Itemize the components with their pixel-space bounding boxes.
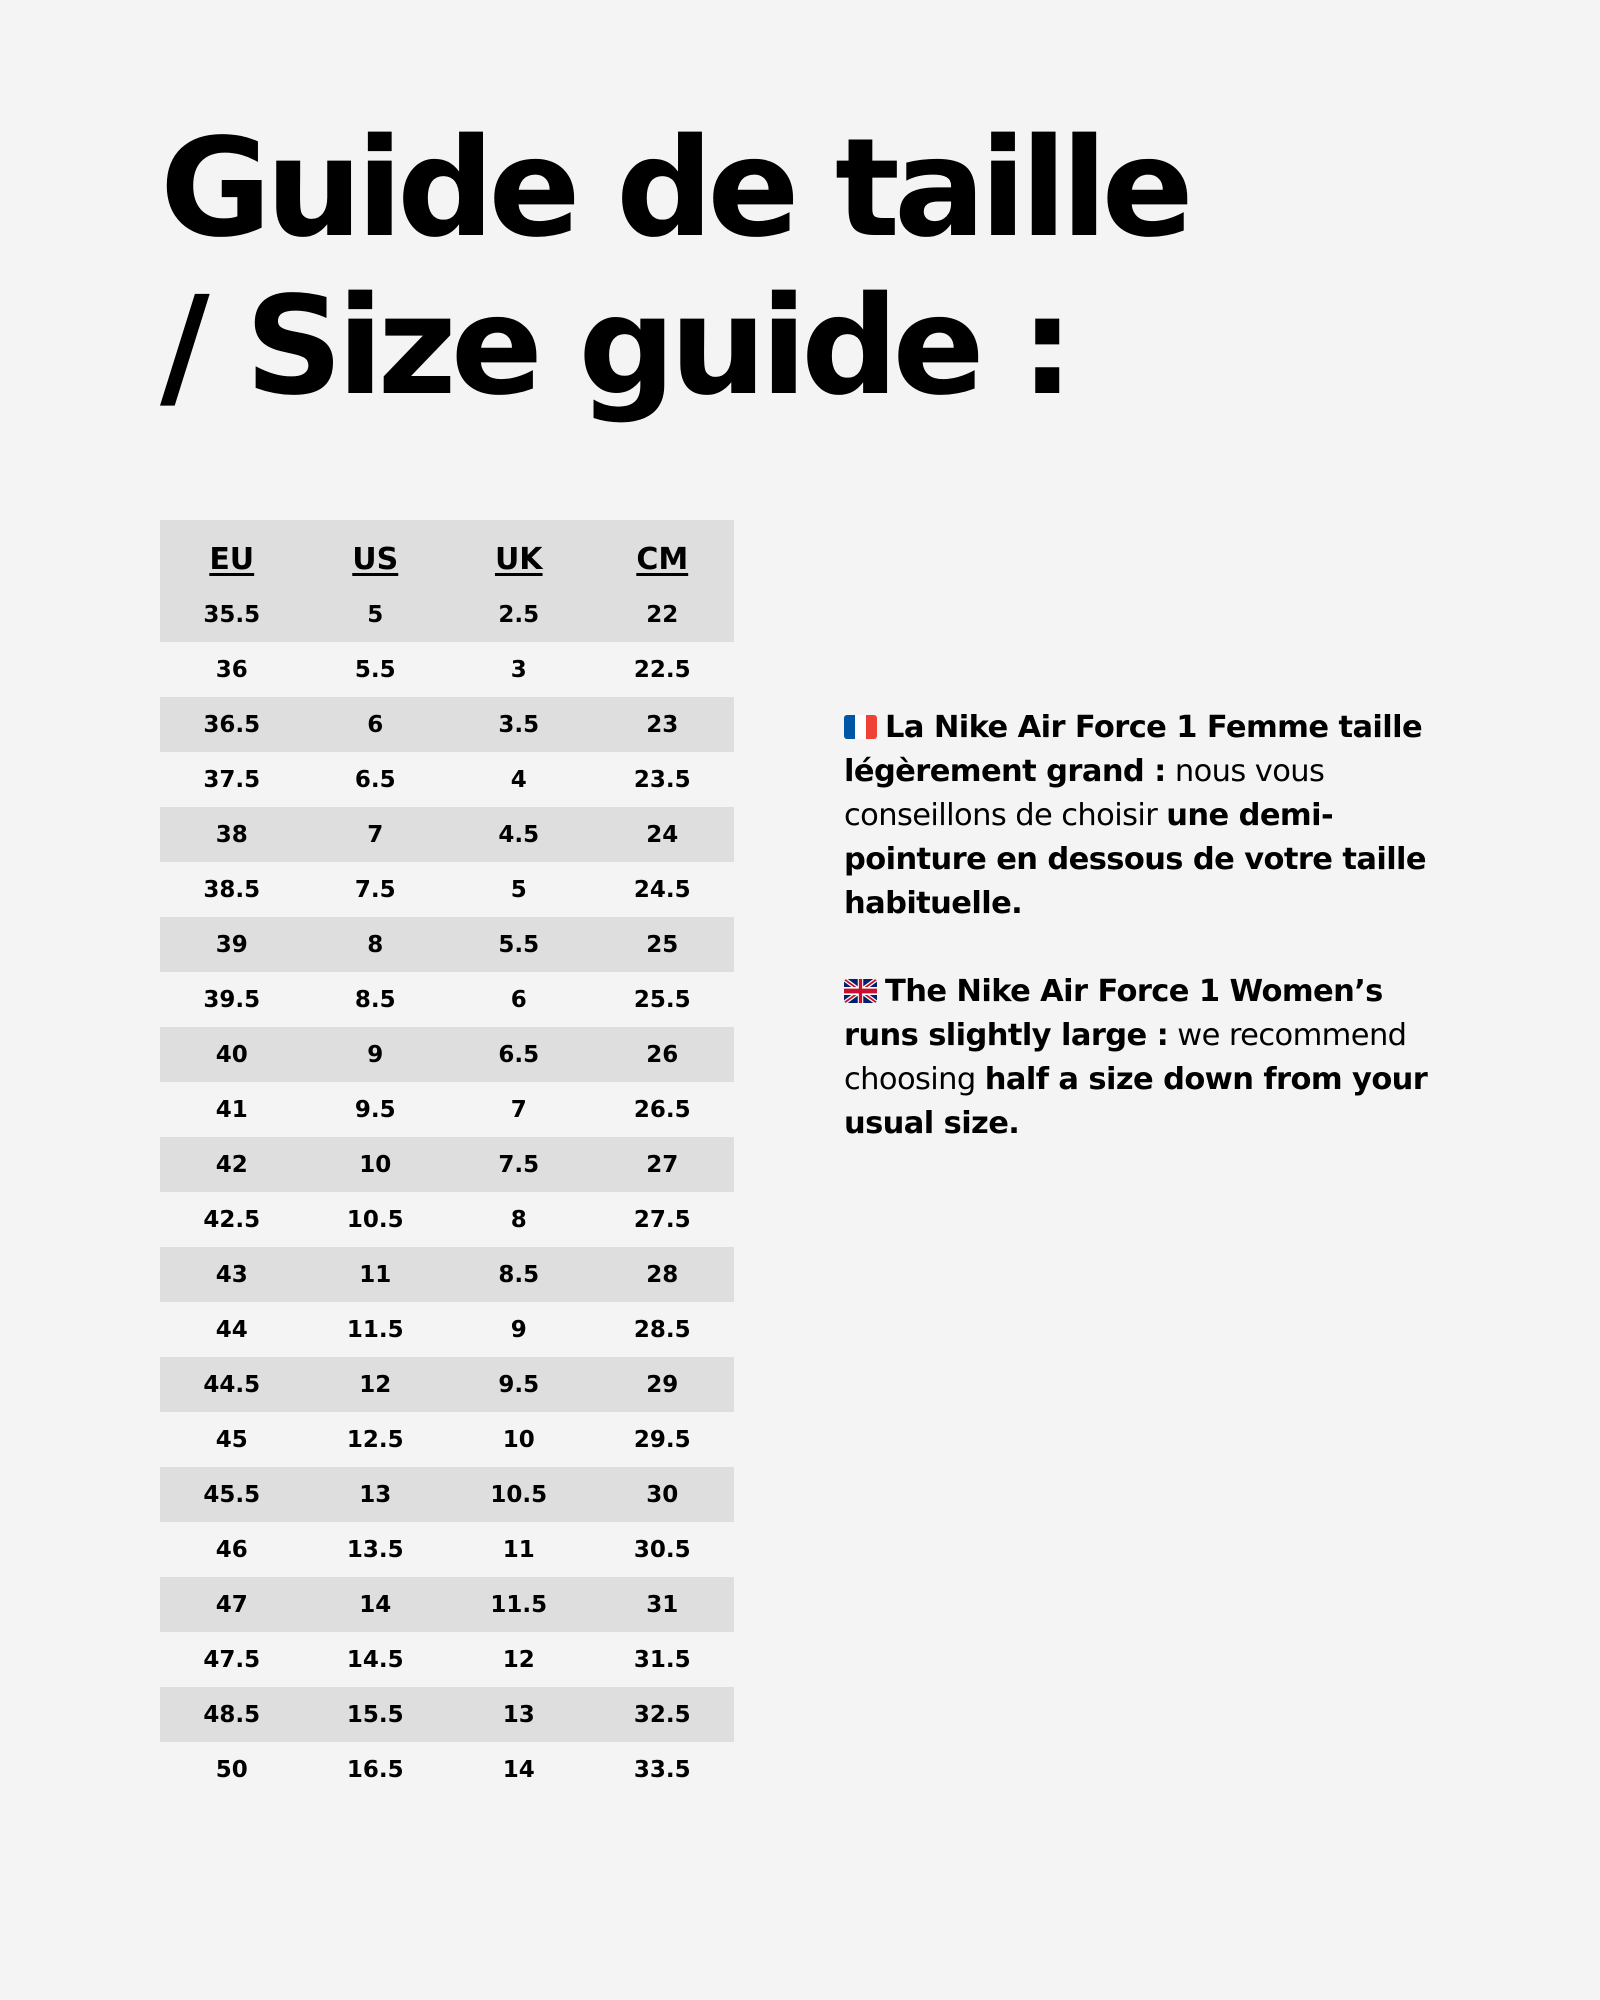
cell-us: 9.5: [354, 1096, 396, 1123]
cell-cm: 26: [646, 1041, 679, 1068]
note-en-text-1: we recommend choosing: [844, 1018, 1407, 1097]
header-uk: UK: [494, 542, 543, 577]
table-row: [160, 1137, 734, 1192]
cell-eu: 40: [215, 1041, 248, 1068]
table-row: [160, 697, 734, 752]
cell-eu: 36.5: [203, 711, 261, 738]
cell-uk: 5: [510, 876, 527, 903]
cell-us: 14: [359, 1591, 392, 1618]
table-header: [160, 520, 734, 587]
uk-flag-icon: [844, 979, 877, 1003]
cell-eu: 45.5: [203, 1481, 261, 1508]
table-row: [160, 1247, 734, 1302]
cell-uk: 5.5: [498, 931, 540, 958]
size-table: [160, 520, 734, 1797]
cell-uk: 11: [502, 1536, 535, 1563]
cell-eu: 47.5: [203, 1646, 261, 1673]
cell-us: 15.5: [346, 1701, 404, 1728]
cell-eu: 42: [215, 1151, 248, 1178]
cell-uk: 6: [510, 986, 527, 1013]
cell-uk: 9.5: [498, 1371, 540, 1398]
cell-cm: 27: [646, 1151, 679, 1178]
cell-cm: 32.5: [633, 1701, 691, 1728]
cell-uk: 8.5: [498, 1261, 540, 1288]
cell-cm: 29.5: [633, 1426, 691, 1453]
table-row: [160, 1027, 734, 1082]
cell-cm: 25: [646, 931, 679, 958]
cell-us: 11: [359, 1261, 392, 1288]
cell-us: 5: [367, 601, 384, 628]
note-en-bold-1: The Nike Air Force 1 Women’s runs slightly large :: [844, 974, 1383, 1053]
cell-eu: 44: [215, 1316, 248, 1343]
cell-cm: 24.5: [633, 876, 691, 903]
cell-uk: 10: [502, 1426, 535, 1453]
cell-cm: 29: [646, 1371, 679, 1398]
cell-uk: 7: [510, 1096, 527, 1123]
cell-cm: 25.5: [633, 986, 691, 1013]
cell-eu: 44.5: [203, 1371, 261, 1398]
cell-us: 7: [367, 821, 384, 848]
cell-eu: 43: [215, 1261, 248, 1288]
note-fr-bold-1: La Nike Air Force 1 Femme taille légèrement grand :: [844, 710, 1423, 789]
cell-uk: 13: [502, 1701, 535, 1728]
table-row: [160, 1412, 734, 1467]
cell-eu: 39: [215, 931, 248, 958]
title-line-2: / Size guide :: [160, 268, 1069, 426]
cell-cm: 22: [646, 601, 679, 628]
cell-uk: 6.5: [498, 1041, 540, 1068]
cell-us: 8.5: [354, 986, 396, 1013]
cell-us: 12.5: [346, 1426, 404, 1453]
cell-cm: 31.5: [633, 1646, 691, 1673]
cell-uk: 3: [510, 656, 527, 683]
cell-uk: 14: [502, 1756, 535, 1783]
cell-cm: 26.5: [633, 1096, 691, 1123]
cell-uk: 4: [510, 766, 527, 793]
table-row: [160, 1687, 734, 1742]
table-row: [160, 752, 734, 807]
cell-eu: 39.5: [203, 986, 261, 1013]
cell-us: 13.5: [346, 1536, 404, 1563]
table-row: [160, 1467, 734, 1522]
table-row: [160, 1742, 734, 1797]
cell-cm: 23: [646, 711, 679, 738]
header-eu: EU: [209, 542, 255, 577]
cell-cm: 30: [646, 1481, 679, 1508]
note-en-bold-2: half a size down from your usual size.: [844, 1062, 1428, 1141]
france-flag-icon: [844, 715, 877, 739]
cell-cm: 24: [646, 821, 679, 848]
note-english: [844, 970, 1464, 1146]
table-row: [160, 1632, 734, 1687]
cell-eu: 47: [215, 1591, 248, 1618]
cell-uk: 8: [510, 1206, 527, 1233]
cell-cm: 23.5: [633, 766, 691, 793]
cell-cm: 27.5: [633, 1206, 691, 1233]
cell-cm: 31: [646, 1591, 679, 1618]
cell-us: 6.5: [354, 766, 396, 793]
note-fr-bold-2: une demi-pointure en dessous de votre taille habituelle.: [844, 798, 1426, 921]
table-row: [160, 1577, 734, 1632]
cell-uk: 7.5: [498, 1151, 540, 1178]
cell-us: 8: [367, 931, 384, 958]
cell-cm: 28.5: [633, 1316, 691, 1343]
cell-eu: 42.5: [203, 1206, 261, 1233]
cell-us: 9: [367, 1041, 384, 1068]
cell-eu: 37.5: [203, 766, 261, 793]
cell-us: 12: [359, 1371, 392, 1398]
cell-us: 13: [359, 1481, 392, 1508]
cell-us: 10.5: [346, 1206, 404, 1233]
cell-uk: 11.5: [490, 1591, 548, 1618]
cell-uk: 9: [510, 1316, 527, 1343]
page-title: [160, 110, 1188, 426]
cell-us: 11.5: [346, 1316, 404, 1343]
table-row: [160, 862, 734, 917]
cell-eu: 50: [215, 1756, 248, 1783]
cell-eu: 45: [215, 1426, 248, 1453]
table-row: [160, 972, 734, 1027]
cell-us: 6: [367, 711, 384, 738]
cell-uk: 4.5: [498, 821, 540, 848]
cell-us: 16.5: [346, 1756, 404, 1783]
cell-cm: 28: [646, 1261, 679, 1288]
cell-cm: 30.5: [633, 1536, 691, 1563]
table-body: [160, 587, 734, 1797]
table-row: [160, 917, 734, 972]
cell-eu: 38.5: [203, 876, 261, 903]
cell-uk: 12: [502, 1646, 535, 1673]
cell-cm: 33.5: [633, 1756, 691, 1783]
table-row: [160, 1302, 734, 1357]
table-row: [160, 1522, 734, 1577]
cell-uk: 3.5: [498, 711, 540, 738]
cell-eu: 38: [215, 821, 248, 848]
table-row: [160, 1357, 734, 1412]
title-line-1: Guide de taille: [160, 110, 1188, 268]
cell-us: 14.5: [346, 1646, 404, 1673]
cell-eu: 46: [215, 1536, 248, 1563]
table-row: [160, 1192, 734, 1247]
cell-cm: 22.5: [633, 656, 691, 683]
cell-eu: 36: [215, 656, 248, 683]
note-fr-text-1: nous vous conseillons de choisir: [844, 754, 1325, 833]
cell-us: 5.5: [354, 656, 396, 683]
cell-us: 7.5: [354, 876, 396, 903]
cell-eu: 41: [215, 1096, 248, 1123]
table-row: [160, 587, 734, 642]
header-us: US: [352, 542, 399, 577]
cell-us: 10: [359, 1151, 392, 1178]
header-cm: CM: [636, 542, 689, 577]
cell-uk: 10.5: [490, 1481, 548, 1508]
cell-uk: 2.5: [498, 601, 540, 628]
note-french: [844, 706, 1464, 926]
table-row: [160, 807, 734, 862]
cell-eu: 35.5: [203, 601, 261, 628]
table-row: [160, 642, 734, 697]
cell-eu: 48.5: [203, 1701, 261, 1728]
table-row: [160, 1082, 734, 1137]
